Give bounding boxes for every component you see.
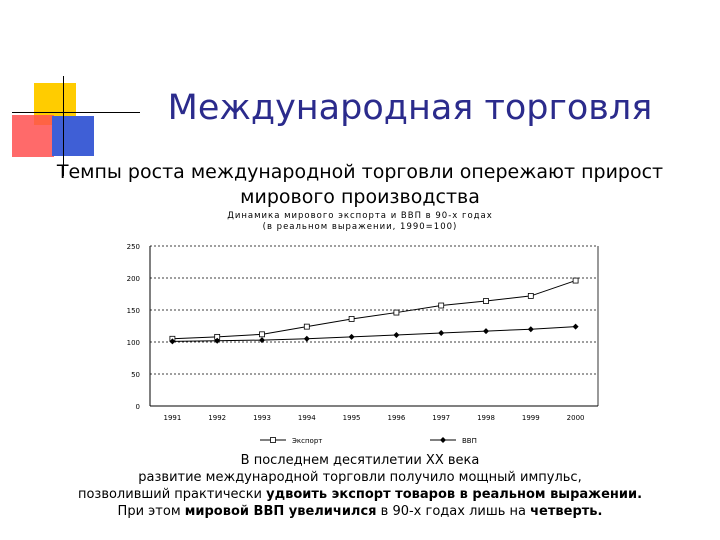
x-tick-label: 1993 <box>253 414 271 422</box>
data-point-diamond <box>573 324 579 330</box>
slide-title: Международная торговля <box>167 88 653 128</box>
slide-subtitle: Темпы роста международной торговли опережают прирост мирового производства <box>56 161 664 208</box>
caption <box>20 452 700 520</box>
x-tick-label: 1999 <box>521 414 540 422</box>
y-tick-label: 150 <box>126 307 140 315</box>
decor-horizontal-line <box>12 112 140 113</box>
x-tick-label: 1991 <box>163 414 182 422</box>
data-point-diamond <box>528 326 534 332</box>
chart-subtitle: (в реальном выражении, 1990=100) <box>262 222 458 232</box>
data-point-diamond <box>393 332 399 338</box>
data-point-square <box>260 332 265 337</box>
data-point-diamond <box>349 334 355 340</box>
caption-line-3-text: позволивший практически <box>77 487 267 502</box>
y-tick-label: 50 <box>131 371 140 379</box>
data-point-square <box>394 310 399 315</box>
legend-marker-square <box>271 438 276 443</box>
data-point-square <box>304 324 309 329</box>
y-tick-label: 250 <box>126 243 140 251</box>
data-point-diamond <box>438 330 444 336</box>
chart-title: Динамика мирового экспорта и ВВП в 90-х годах <box>227 211 493 221</box>
decor-red-square <box>12 115 54 157</box>
x-tick-label: 1997 <box>432 414 451 422</box>
data-point-diamond <box>483 328 489 334</box>
x-tick-label: 1995 <box>342 414 361 422</box>
decor-blue-square <box>52 116 94 156</box>
data-point-square <box>484 299 489 304</box>
legend-marker-diamond <box>440 437 446 443</box>
caption-line-4-text-a: При этом <box>117 504 185 519</box>
chart-title-block <box>180 211 540 233</box>
caption-line-2: развитие международной торговли получило мощный импульс, <box>138 470 582 485</box>
legend-label: ВВП <box>462 437 477 445</box>
series-line-2 <box>172 327 575 342</box>
y-tick-label: 200 <box>126 275 140 283</box>
caption-line-1: В последнем десятилетии XX века <box>240 453 480 468</box>
x-tick-label: 1992 <box>208 414 227 422</box>
data-point-diamond <box>304 336 310 342</box>
y-tick-label: 100 <box>126 339 140 347</box>
y-tick-label: 0 <box>135 403 140 411</box>
caption-line-3-bold: удвоить экспорт товаров в реальном выражении. <box>266 487 643 502</box>
caption-line-4-bold-b: четверть. <box>530 504 603 519</box>
data-point-square <box>573 278 578 283</box>
caption-line-3 <box>20 486 700 503</box>
x-tick-label: 1996 <box>387 414 406 422</box>
x-tick-label: 1994 <box>297 414 316 422</box>
data-point-square <box>439 303 444 308</box>
x-tick-label: 2000 <box>566 414 585 422</box>
legend-label: Экспорт <box>292 437 323 445</box>
caption-line-4 <box>20 503 700 520</box>
caption-line-4-text-b: в 90-х годах лишь на <box>376 504 531 519</box>
line-chart <box>110 234 610 448</box>
x-tick-label: 1998 <box>477 414 495 422</box>
caption-line-4-bold-a: мировой ВВП увеличился <box>184 504 377 519</box>
data-point-square <box>349 316 354 321</box>
data-point-square <box>528 293 533 298</box>
